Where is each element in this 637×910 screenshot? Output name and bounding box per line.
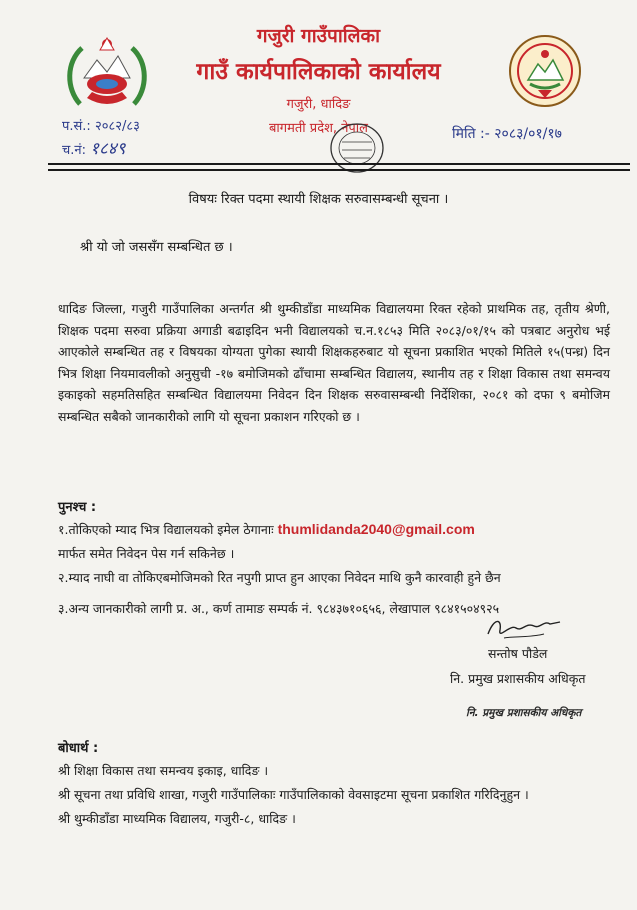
postscript-item-1-text: १.तोकिएको म्याद भित्र विद्यालयको इमेल ठेगानाः xyxy=(58,522,278,537)
office-name: गाउँ कार्यपालिकाको कार्यालय xyxy=(196,59,441,85)
postscript-item-2: २.म्याद नाघी वा तोकिएबमोजिमको रित नपुगी प्राप्त हुन आएका निवेदन माथि कुनै कारवाही हुने छैन xyxy=(58,570,501,585)
cn-value: १८४९ xyxy=(90,139,126,159)
salutation: श्री यो जो जससँग सम्बन्धित छ । xyxy=(80,240,233,255)
postscript-title: पुनश्च : xyxy=(58,500,97,515)
signatory-designation: नि. प्रमुख प्रशासकीय अधिकृत xyxy=(450,671,586,686)
office-stamp xyxy=(328,120,386,176)
subject-line: विषयः रिक्त पदमा स्थायी शिक्षक सरुवासम्बन्धी सूचना । xyxy=(188,192,449,207)
cc-title: बोधार्थ : xyxy=(58,741,99,756)
header-rule-bottom xyxy=(48,169,630,171)
address-line-2: बागमती प्रदेश, नेपाल xyxy=(269,121,368,136)
cn-label: च.नं: xyxy=(62,143,91,158)
signature-scribble xyxy=(484,614,564,644)
header-rule-top xyxy=(48,163,630,165)
date-field: मिति :- २०८३/०१/१७ xyxy=(452,126,562,142)
designation-stamp: नि. प्रमुख प्रशासकीय अधिकृत xyxy=(466,707,582,719)
cn-number xyxy=(62,136,126,159)
address-line-1: गजुरी, धादिङ xyxy=(286,97,351,112)
cc-item: श्री सूचना तथा प्रविधि शाखा, गजुरी गाउँपालिकाः गाउँपालिकाको वेवसाइटमा सूचना प्रकाशित गरिदिनुहुन । xyxy=(58,787,529,802)
email-address: thumlidanda2040@gmail.com xyxy=(277,521,475,537)
postscript-item-1 xyxy=(58,521,475,538)
cc-item: श्री शिक्षा विकास तथा समन्वय इकाइ, धादिङ । xyxy=(58,763,269,778)
ps-number: प.सं.: २०८२/८३ xyxy=(62,119,140,134)
body-paragraph: धादिङ जिल्ला, गजुरी गाउँपालिका अन्तर्गत श्री थुम्कीडाँडा माध्यमिक विद्यालयमा रिक्त रहेको प्राथमिक तह, तृतीय श्रेणी, शिक्षक पदमा सरुवा प्रक्रिया अगाडी बढाइदिन भनी विद्यालयको च.न.१८५३ मिति २०८३/०१/१५ को पत्रबाट अनुरोध भई आएकोले सम्बन्धित तह र विषयका योग्यता पुगेका स्थायी शिक्षकहरुबाट यो सूचना प्रकाशित भएको मितिले १५(पन्ध्र) दिन भित्र शिक्षा नियमावलीको अनुसुची -१७ बमोजिमको ढाँचामा सम्बन्धित विद्यालय, स्थानीय तह र शिक्षा विकास तथा समन्वय इकाइको सहमतिसहित सम्बन्धित विद्यालयमा निवेदन दिन शिक्षक सरुवासम्बन्धी निर्देशिका, २०८१ को दफा ९ बमोजिम सम्बन्धित सबैको जानकारीको लागि यो सूचना प्रकाशन गरिएको छ । xyxy=(58,301,610,424)
cc-item: श्री थुम्कीडाँडा माध्यमिक विद्यालय, गजुरी-८, धादिङ । xyxy=(58,811,296,826)
postscript-item-1-suffix: मार्फत समेत निवेदन पेस गर्न सकिनेछ । xyxy=(58,546,235,561)
org-name: गजुरी गाउँपालिका xyxy=(256,25,381,47)
postscript-item-3: ३.अन्य जानकारीको लागी प्र. अ., कर्ण तामाङ सम्पर्क नं. ९८४३७१०६५६, लेखापाल ९८४१५०४९२५ xyxy=(58,601,500,616)
signatory-name: सन्तोष पौडेल xyxy=(488,646,548,661)
